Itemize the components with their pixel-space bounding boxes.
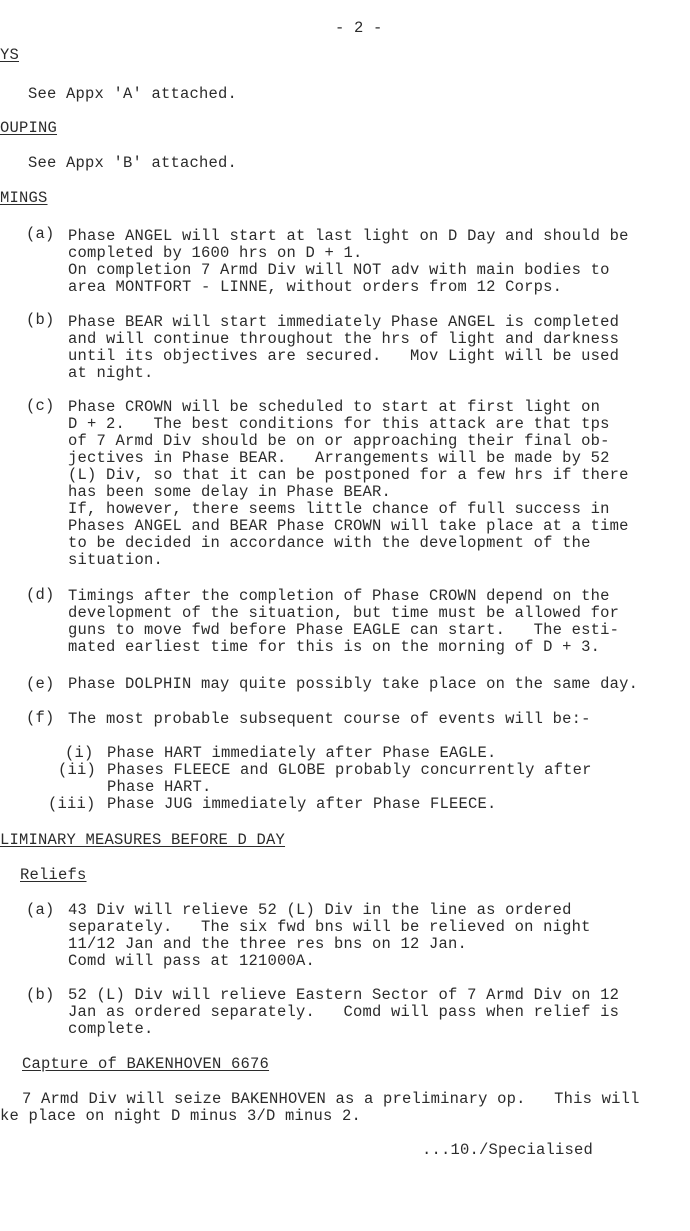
relief-label-b: (b) bbox=[26, 986, 55, 1004]
paragraph-line: has been some delay in Phase BEAR. bbox=[68, 483, 392, 501]
paragraph-line: at night. bbox=[68, 364, 154, 382]
section-heading-appendices: YS bbox=[0, 46, 20, 64]
subparagraph-line: Phases FLEECE and GLOBE probably concurrently after bbox=[107, 761, 592, 779]
catchword: ...10./Specialised bbox=[422, 1141, 594, 1159]
subsection-heading-capture: Capture of BAKENHOVEN 6676 bbox=[22, 1055, 270, 1073]
relief-line: 43 Div will relieve 52 (L) Div in the line as ordered bbox=[68, 901, 572, 919]
subsection-heading-reliefs: Reliefs bbox=[20, 866, 87, 884]
paragraph-line: (L) Div, so that it can be postponed for a few hrs if there bbox=[68, 466, 629, 484]
paragraph-line: D + 2. The best conditions for this attack are that tps bbox=[68, 415, 610, 433]
paragraph-line: to be decided in accordance with the development of the bbox=[68, 534, 591, 552]
relief-line: 11/12 Jan and the three res bns on 12 Jan. bbox=[68, 935, 468, 953]
paragraph-line: Phase BEAR will start immediately Phase ANGEL is completed bbox=[68, 313, 620, 331]
paragraph-line: situation. bbox=[68, 551, 164, 569]
subparagraph-label-ii: (ii) bbox=[58, 761, 97, 779]
paragraph-line: completed by 1600 hrs on D + 1. bbox=[68, 244, 363, 262]
page-number: - 2 - bbox=[335, 19, 383, 37]
relief-line: separately. The six fwd bns will be relieved on night bbox=[68, 918, 591, 936]
paragraph-line: Timings after the completion of Phase CROWN depend on the bbox=[68, 587, 610, 605]
capture-line: 7 Armd Div will seize BAKENHOVEN as a preliminary op. This will bbox=[22, 1090, 640, 1108]
paragraph-label-b: (b) bbox=[26, 311, 55, 329]
section-text-appx-a: See Appx 'A' attached. bbox=[28, 85, 238, 103]
paragraph-line: Phase DOLPHIN may quite possibly take place on the same day. bbox=[68, 675, 639, 693]
capture-line: ke place on night D minus 3/D minus 2. bbox=[0, 1107, 362, 1125]
paragraph-label-c: (c) bbox=[26, 397, 55, 415]
paragraph-label-e: (e) bbox=[26, 675, 55, 693]
relief-line: Comd will pass at 121000A. bbox=[68, 952, 316, 970]
paragraph-line: development of the situation, but time must be allowed for bbox=[68, 604, 620, 622]
paragraph-line: Phase ANGEL will start at last light on D Day and should be bbox=[68, 227, 629, 245]
subparagraph-line: Phase JUG immediately after Phase FLEECE. bbox=[107, 795, 497, 813]
paragraph-label-f: (f) bbox=[26, 709, 55, 727]
section-heading-preliminary-measures: LIMINARY MEASURES BEFORE D DAY bbox=[0, 831, 286, 849]
subparagraph-line: Phase HART immediately after Phase EAGLE. bbox=[107, 744, 497, 762]
relief-line: Jan as ordered separately. Comd will pass when relief is bbox=[68, 1003, 620, 1021]
paragraph-line: On completion 7 Armd Div will NOT adv with main bodies to bbox=[68, 261, 610, 279]
paragraph-line: Phase CROWN will be scheduled to start at first light on bbox=[68, 398, 601, 416]
paragraph-line: until its objectives are secured. Mov Light will be used bbox=[68, 347, 620, 365]
paragraph-label-d: (d) bbox=[26, 586, 55, 604]
section-text-appx-b: See Appx 'B' attached. bbox=[28, 154, 238, 172]
paragraph-line: and will continue throughout the hrs of light and darkness bbox=[68, 330, 620, 348]
subparagraph-line: Phase HART. bbox=[107, 778, 212, 796]
paragraph-line: Phases ANGEL and BEAR Phase CROWN will take place at a time bbox=[68, 517, 629, 535]
relief-line: complete. bbox=[68, 1020, 154, 1038]
relief-line: 52 (L) Div will relieve Eastern Sector of 7 Armd Div on 12 bbox=[68, 986, 620, 1004]
section-heading-grouping: OUPING bbox=[0, 119, 58, 137]
subparagraph-label-i: (i) bbox=[65, 744, 94, 762]
subparagraph-label-iii: (iii) bbox=[48, 795, 96, 813]
paragraph-line: area MONTFORT - LINNE, without orders from 12 Corps. bbox=[68, 278, 563, 296]
paragraph-label-a: (a) bbox=[26, 225, 55, 243]
paragraph-line: mated earliest time for this is on the morning of D + 3. bbox=[68, 638, 601, 656]
paragraph-line: If, however, there seems little chance of full success in bbox=[68, 500, 610, 518]
paragraph-line: of 7 Armd Div should be on or approaching their final ob- bbox=[68, 432, 610, 450]
paragraph-line: The most probable subsequent course of events will be:- bbox=[68, 710, 591, 728]
section-heading-timings: MINGS bbox=[0, 189, 48, 207]
paragraph-line: jectives in Phase BEAR. Arrangements will be made by 52 bbox=[68, 449, 610, 467]
relief-label-a: (a) bbox=[26, 901, 55, 919]
paragraph-line: guns to move fwd before Phase EAGLE can start. The esti- bbox=[68, 621, 620, 639]
